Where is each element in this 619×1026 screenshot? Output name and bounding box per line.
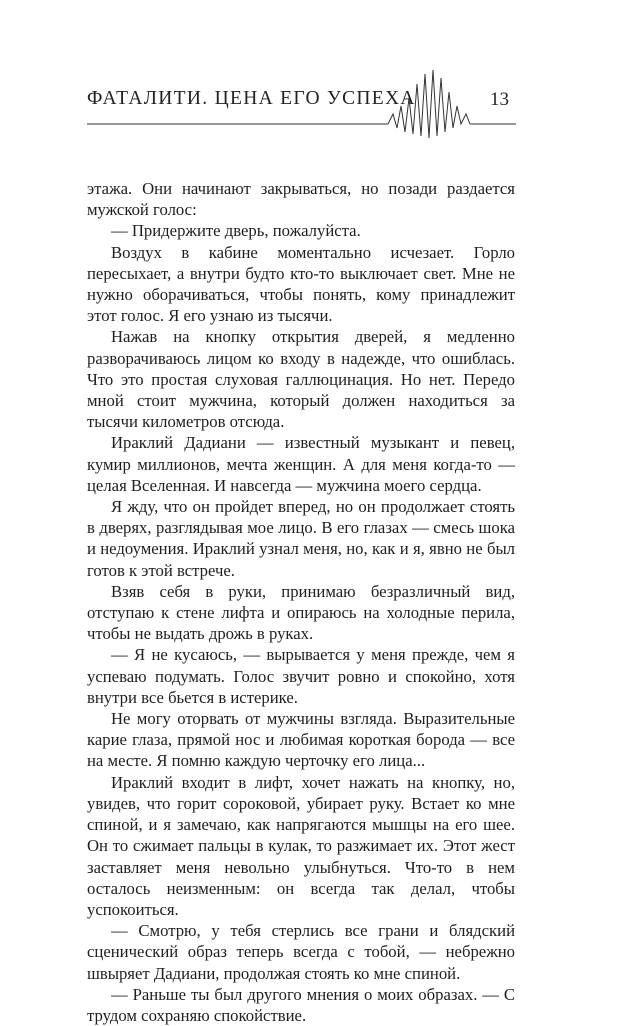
running-title: ФАТАЛИТИ. ЦЕНА ЕГО УСПЕХА [87,88,416,109]
heartbeat-rule-ornament [0,0,619,140]
body-text [87,178,515,1026]
paragraph: Ираклий Дадиани — известный музыкант и певец, кумир миллионов, мечта женщин. А для меня когда-то — целая Вселенная. И навсегда — мужчина моего сердца. [87,433,515,495]
paragraph: — Я не кусаюсь, — вырывается у меня прежде, чем я успеваю подумать. Голос звучит ровно и спокойно, хотя внутри все бьется в истерике. [87,645,515,707]
page-number: 13 [490,89,509,110]
paragraph: Нажав на кнопку открытия дверей, я медленно разворачиваюсь лицом ко входу в надежде, что ошиблась. Что это простая слуховая галлюцинация. Но нет. Передо мной стоит мужчина, который должен находиться за тысячи километров отсюда. [87,327,515,432]
page-header [0,0,619,140]
paragraph: Не могу оторвать от мужчины взгляда. Выразительные карие глаза, прямой нос и любимая короткая борода — все на месте. Я помню каждую черточку его лица... [87,709,515,771]
paragraph: — Смотрю, у тебя стерлись все грани и блядский сценический образ теперь всегда с тобой, — небрежно швыряет Дадиани, продолжая стоять ко мне спиной. [87,921,515,983]
paragraph: Ираклий входит в лифт, хочет нажать на кнопку, но, увидев, что горит сороковой, убирает руку. Встает ко мне спиной, и я замечаю, как напрягаются мышцы на его шее. Он то сжимает пальцы в кулак, то разжимает их. Этот жест заставляет меня невольно улыбнуться. Что-то в нем осталось неизменным: он всегда так делал, чтобы успокоиться. [87,772,515,919]
paragraph: Воздух в кабине моментально исчезает. Горло пересыхает, а внутри будто кто-то выключает свет. Мне не нужно оборачиваться, чтобы понять, кому принадлежит этот голос. Я его узнаю из тысячи. [87,242,515,326]
paragraph: этажа. Они начинают закрываться, но позади раздается мужской голос: [87,179,515,220]
paragraph: — Придержите дверь, пожалуйста. [111,221,361,241]
paragraph: Взяв себя в руки, принимаю безразличный вид, отступаю к стене лифта и опираюсь на холодные перила, чтобы не выдать дрожь в руках. [87,581,515,644]
paragraph: Я жду, что он пройдет вперед, но он продолжает стоять в дверях, разглядывая мое лицо. В его глазах — смесь шока и недоумения. Ираклий узнал меня, но, как и я, явно не был готов к этой встрече. [87,497,515,580]
paragraph: — Раньше ты был другого мнения о моих образах. — С трудом сохраняю спокойствие. [87,984,515,1025]
